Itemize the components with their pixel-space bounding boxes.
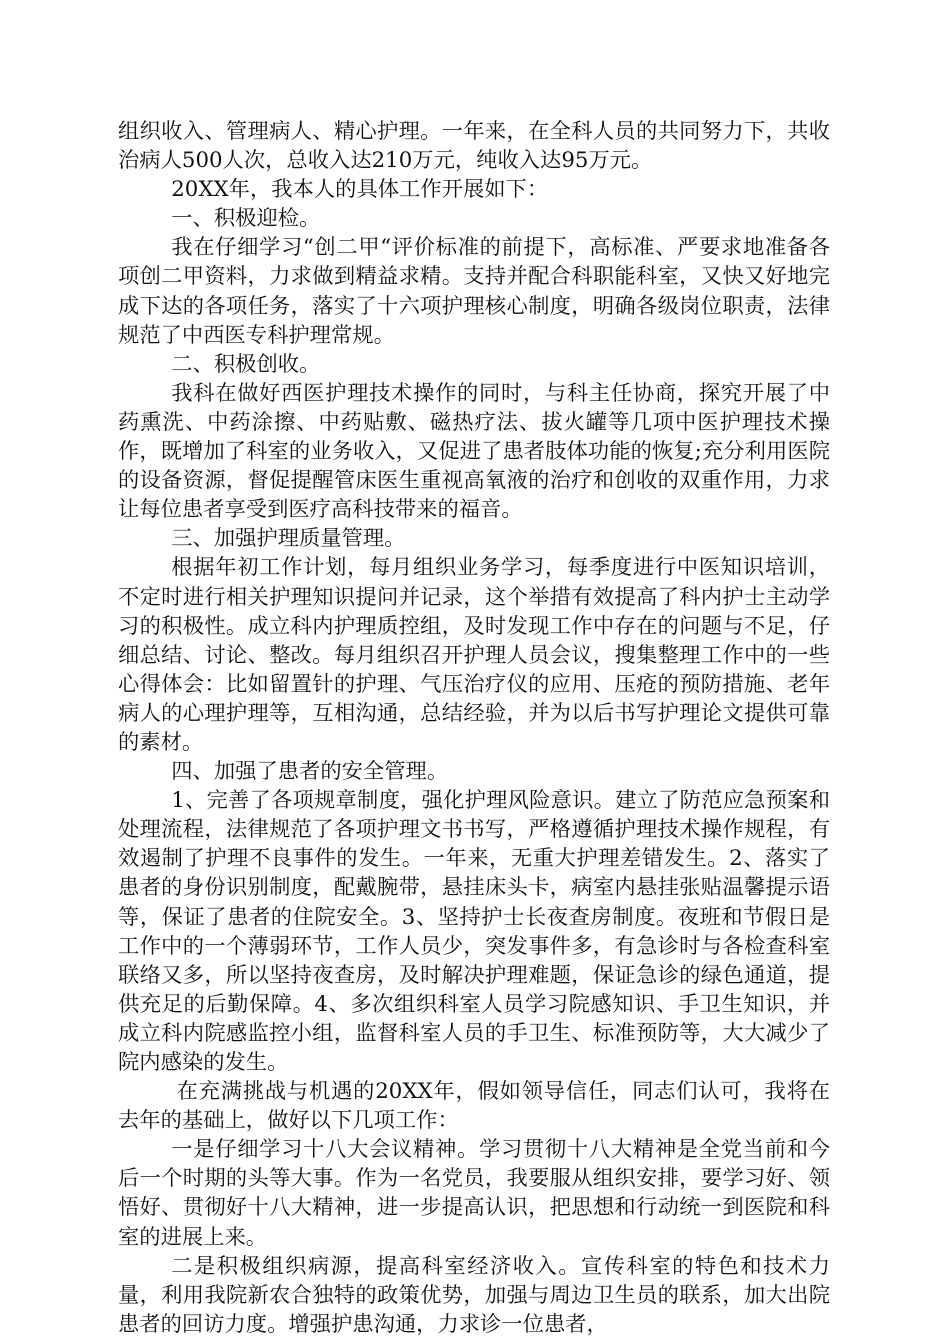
paragraph-summary: 组织收入、管理病人、精心护理。一年来，在全科人员的共同努力下，共收治病人500人次，总收入达210万元，纯收入达95万元。 — [118, 119, 830, 174]
section-heading-4: 四、加强了患者的安全管理。 — [171, 759, 449, 785]
paragraph-plan-1: 一是仔细学习十八大会议精神。学习贯彻十八大精神是全党当前和今后一个时期的头等大事。作为一名党员，我要服从组织安排，要学习好、领悟好、贯彻好十八大精神，进一步提高认识，把思想和行动统一到医院和科室的进展上来。 — [118, 1137, 830, 1250]
paragraph-plan-intro: 在充满挑战与机遇的20XX年，假如领导信任，同志们认可，我将在去年的基础上，做好以下几项工作： — [118, 1079, 830, 1134]
section-heading-3: 三、加强护理质量管理。 — [171, 526, 406, 552]
paragraph-inspection: 我在仔细学习“创二甲“评价标准的前提下，高标准、严要求地准备各项创二甲资料，力求做到精益求精。支持并配合科职能科室，又快又好地完成下达的各项任务，落实了十六项护理核心制度，明确各级岗位职责，法律规范了中西医专科护理常规。 — [118, 235, 830, 348]
paragraph-plan-2: 二是积极组织病源，提高科室经济收入。宣传科室的特色和技术力量，利用我院新农合独特的政策优势，加强与周边卫生员的联系，加大出院患者的回访力度。增强护患沟通，力求诊一位患者， — [118, 1253, 830, 1337]
paragraph-revenue: 我科在做好西医护理技术操作的同时，与科主任协商，探究开展了中药熏洗、中药涂擦、中药贴敷、磁热疗法、拔火罐等几项中医护理技术操作，既增加了科室的业务收入，又促进了患者肢体功能的恢复;充分利用医院的设备资源，督促提醒管床医生重视高氧液的治疗和创收的双重作用，力求让每位患者享受到医疗高科技带来的福音。 — [118, 380, 830, 523]
section-heading-1: 一、积极迎检。 — [171, 206, 321, 232]
body-text — [118, 117, 830, 1339]
paragraph-intro: 20XX年，我本人的具体工作开展如下： — [171, 177, 549, 203]
section-heading-2: 二、积极创收。 — [171, 351, 321, 377]
paragraph-safety: 1、完善了各项规章制度，强化护理风险意识。建立了防范应急预案和处理流程，法律规范了各项护理文书书写，严格遵循护理技术操作规程，有效遏制了护理不良事件的发生。一年来，无重大护理差错发生。2、落实了患者的身份识别制度，配戴腕带，悬挂床头卡，病室内悬挂张贴温馨提示语等，保证了患者的住院安全。3、坚持护士长夜查房制度。夜班和节假日是工作中的一个薄弱环节，工作人员少，突发事件多，有急诊时与各检查科室联络又多，所以坚持夜查房，及时解决护理难题，保证急诊的绿色通道，提供充足的后勤保障。4、多次组织科室人员学习院感知识、手卫生知识，并成立科内院感监控小组，监督科室人员的手卫生、标准预防等，大大减少了院内感染的发生。 — [118, 788, 830, 1075]
paragraph-quality: 根据年初工作计划，每月组织业务学习，每季度进行中医知识培训，不定时进行相关护理知识提问并记录，这个举措有效提高了科内护士主动学习的积极性。成立科内护理质控组，及时发现工作中存在的问题与不足，仔细总结、讨论、整改。每月组织召开护理人员会议，搜集整理工作中的一些心得体会：比如留置针的护理、气压治疗仪的应用、压疮的预防措施、老年病人的心理护理等，互相沟通，总结经验，并为以后书写护理论文提供可靠的素材。 — [118, 555, 830, 755]
